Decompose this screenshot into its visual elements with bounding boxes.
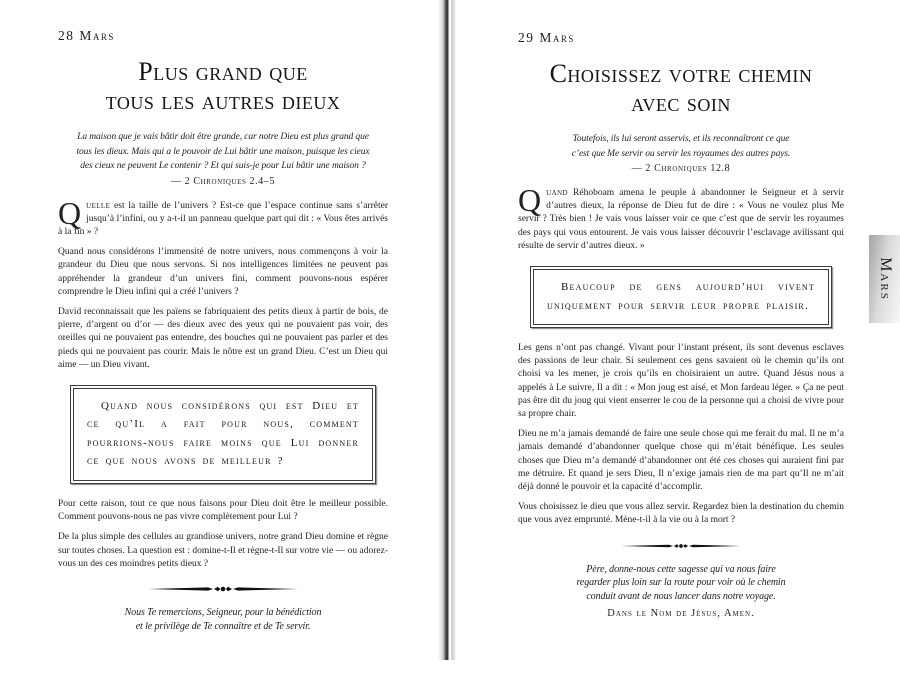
closing-prayer	[518, 563, 844, 604]
section-divider-ornament	[621, 541, 741, 551]
body-paragraph: Quand nous considérons l’immensité de notre univers, nous commençons à voir la grandeur du Dieu que nous servons. Si nos intelligences limitées ne peuvent pas appréhender la grandeur d’un univers fini, comment pouvons-nous espérer comprendre le Dieu infini qui a créé l’univers ?	[58, 247, 388, 297]
title-line: avec soin	[631, 88, 731, 117]
epigraph-line: tous les dieux. Mais qui a le pouvoir de Lui bâtir une maison, puisque les cieux	[76, 146, 370, 157]
pull-quote-box	[530, 266, 832, 328]
scripture-reference: — 2 Chroniques 2.4–5	[170, 175, 276, 187]
page-date: 29 Mars	[518, 30, 575, 45]
scripture-epigraph	[58, 130, 388, 174]
body-text	[518, 182, 844, 528]
scripture-reference: — 2 Chroniques 12.8	[631, 163, 731, 174]
body-paragraph: De la plus simple des cellules au grandiose univers, notre grand Dieu domine et règne sur toutes choses. La question est : domine-t-Il et règne-t-Il sur votre vie — ou adorez-vous un des ces moindres petits dieux ?	[58, 532, 388, 569]
opening-paragraph	[58, 194, 388, 240]
prayer-line: regarder plus loin sur la route pour voir où le chemin	[576, 577, 786, 589]
opening-text: est la taille de l’univers ? Est-ce que l’espace continue sans s’arrêter jusqu’à l’infini, ou y a-t-il un panneau quelque part qui dit : « Vous êtes arrivés à la fin » ?	[58, 200, 388, 237]
drop-cap: Q	[518, 182, 542, 218]
book-spine-gutter	[438, 0, 458, 660]
opening-text: Réhoboam amena le peuple à abandonner le Seigneur et à servir d’autres dieux, la réponse de Dieu fut de dire : « Vous ne voulez plus Me servir ? Très bien ! Je vais vous laisser voir ce que c’est que de servir les royaumes des pays qui vous entourent. Je vais vous laisser découvrir l’esclavage avilissant qui résulte de servir d’autres dieux. »	[518, 188, 844, 251]
pull-quote-text: Beaucoup de gens aujourd’hui vivent uniquement pour servir leur propre plaisir.	[547, 281, 815, 312]
epigraph-line: des cieux ne peuvent Le contenir ? Et qui suis-je pour Lui bâtir une maison ?	[80, 161, 366, 171]
prayer-line: et le privilège de Te connaître et de Te servir.	[135, 620, 311, 632]
prayer-line: Nous Te remercions, Seigneur, pour la bénédiction	[124, 606, 322, 618]
prayer-line: conduit avant de nous lancer dans notre voyage.	[586, 591, 776, 603]
pull-quote-inner-border	[73, 388, 373, 481]
pull-quote-box	[70, 385, 376, 484]
section-divider-ornament	[148, 584, 298, 594]
epigraph-line: c’est que Me servir ou servir les royaumes des autres pays.	[571, 148, 791, 159]
epigraph-line: La maison que je vais bâtir doit être grande, car notre Dieu est plus grand que	[77, 132, 369, 142]
body-paragraph: David reconnaissait que les païens se fabriquaient des petits dieux à partir de bois, de pierre, d’argent ou d’or — des dieux avec des yeux qui ne pouvaient pas voir, des oreilles qui ne pouvaient pas entendre, des bouches qui ne pouvaient pas parler et des pieds qui ne pouvaient pas courir. Mais le nôtre est un grand Dieu. C’est un Dieu qui aime — un Dieu vivant.	[58, 306, 388, 370]
prayer-closing-line: Dans le Nom de Jésus, Amen.	[607, 608, 755, 620]
epigraph-line: Toutefois, ils lui seront asservis, et ils reconnaîtront ce que	[572, 134, 790, 144]
devotional-title	[58, 57, 388, 115]
devotional-title	[518, 59, 844, 117]
pull-quote-inner-border	[533, 269, 829, 325]
title-line: tous les autres dieux	[105, 86, 341, 115]
opening-paragraph	[518, 182, 844, 253]
closing-prayer	[58, 606, 388, 634]
pull-quote-text: Quand nous considérons qui est Dieu et ce qu’Il a fait pour nous, comment pourrions-nous faire moins que Lui donner ce que nous avons de meilleur ?	[87, 399, 359, 468]
scripture-epigraph	[518, 132, 844, 161]
lead-word: uand	[546, 188, 568, 198]
page-right	[518, 0, 844, 690]
body-paragraph: Les gens n’ont pas changé. Vivant pour l’instant présent, ils sont devenus esclaves des passions de leur chair. Si seulement ces gens savaient où le chemin qu’ils ont choisi va les mener, je crois qu’ils en choisiraient un autre. Quand Jésus nous a appelés à Le suivre, Il a dit : « Mon joug est aisé, et Mon fardeau léger. » Ça ne peut pas être dit du joug qui vient enserrer le cou de la personne qui a choisi de vivre pour sa propre chair.	[518, 343, 844, 420]
lead-word: uelle	[86, 200, 111, 211]
body-text	[58, 194, 388, 571]
title-line: Plus grand que	[138, 57, 308, 86]
title-line: Choisissez votre chemin	[549, 59, 813, 88]
page-left	[58, 0, 388, 688]
body-paragraph: Dieu ne m’a jamais demandé de faire une seule chose qui me ferait du mal. Il ne m’a jamais demandé d’abandonner quelque chose qui m’était bénéfique. Les seules choses que Dieu m’a demandé d’abandonner ont été ces choses qui auraient fini par me détruire. Et quand je sers Dieu, Il n’exige jamais rien de ma part qu’Il ne m’ait déjà donné le pouvoir et la capacité d’accomplir.	[518, 429, 844, 493]
month-tab-mars[interactable]	[869, 235, 900, 323]
body-paragraph: Vous choisissez le dieu que vous allez servir. Regardez bien la destination du chemin que vous avez emprunté. Mène-t-il à la vie ou à la mort ?	[518, 502, 844, 526]
body-paragraph: Pour cette raison, tout ce que nous faisons pour Dieu doit être le meilleur possible. Comment pouvons-nous ne pas vivre complètement pour Lui ?	[58, 498, 388, 523]
drop-cap: Q	[58, 194, 82, 231]
month-tab-label: Mars	[876, 257, 894, 301]
page-date: 28 Mars	[58, 28, 115, 43]
prayer-line: Père, donne-nous cette sagesse qui va nous faire	[586, 563, 776, 575]
